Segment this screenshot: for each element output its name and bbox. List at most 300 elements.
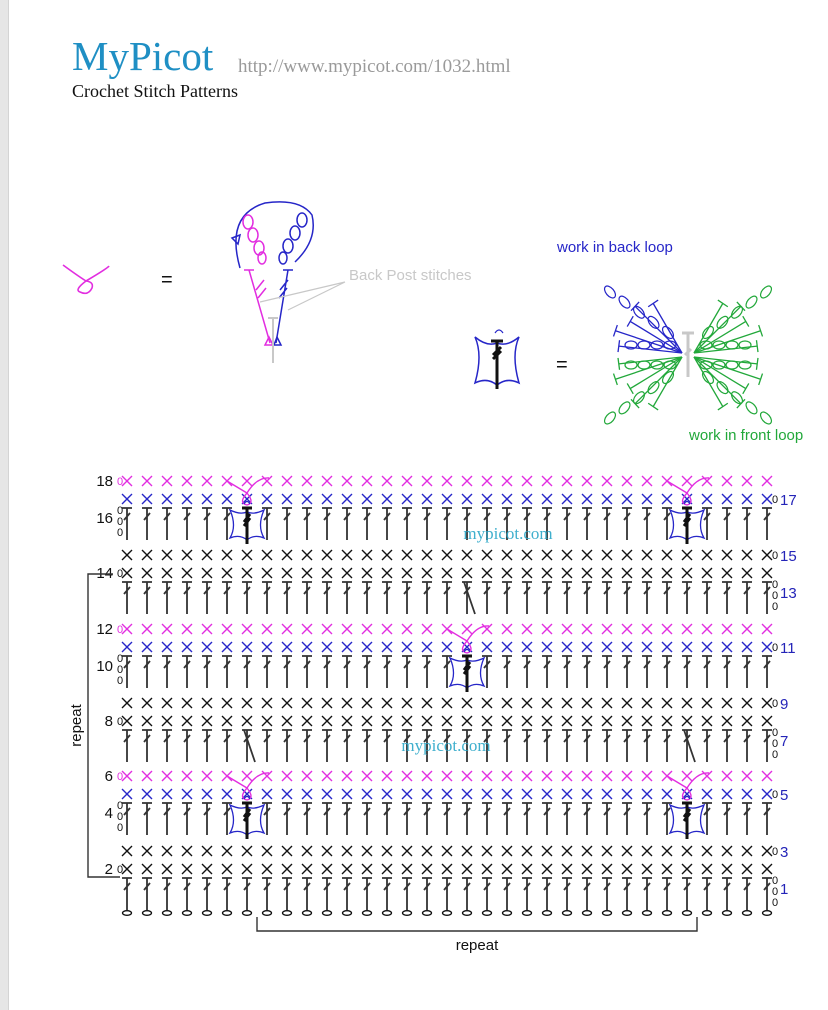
dc-stitch	[382, 730, 392, 762]
sc-stitch	[542, 864, 552, 874]
dc-stitch	[182, 656, 192, 688]
dc-stitch	[722, 803, 732, 835]
sc-stitch	[402, 550, 412, 560]
dc-stitch	[402, 582, 412, 614]
dc-stitch	[122, 656, 132, 688]
turning-chain: 0	[772, 698, 779, 710]
chain-stitch	[543, 911, 552, 916]
dc-stitch	[542, 656, 552, 688]
sc-stitch	[702, 846, 712, 856]
sc-stitch	[542, 494, 552, 504]
sc-stitch	[562, 476, 572, 486]
turning-chain: 0	[772, 886, 779, 898]
sc-stitch	[602, 568, 612, 578]
watermark: mypicot.com	[463, 524, 553, 543]
row-number: 8	[104, 713, 113, 730]
sc-stitch	[742, 568, 752, 578]
dc-stitch	[242, 582, 252, 614]
dc-stitch	[422, 582, 432, 614]
sc-stitch	[402, 789, 412, 799]
sc-stitch	[362, 550, 372, 560]
row-number: 1	[780, 881, 789, 898]
sc-stitch	[502, 476, 512, 486]
dc-stitch	[582, 656, 592, 688]
row-number: 15	[780, 548, 797, 565]
sc-stitch	[562, 698, 572, 708]
sc-stitch	[142, 550, 152, 560]
sc-stitch	[382, 476, 392, 486]
dc-stitch	[702, 582, 712, 614]
sc-stitch	[302, 846, 312, 856]
sc-stitch	[262, 494, 272, 504]
chain-stitch	[643, 911, 652, 916]
sc-stitch	[442, 771, 452, 781]
dc-stitch	[682, 878, 692, 910]
sc-stitch	[142, 846, 152, 856]
butterfly-cluster-icon	[475, 330, 519, 389]
dc-stitch	[542, 730, 552, 762]
back-post-callout: Back Post stitches	[349, 267, 472, 284]
turning-chain: 0	[117, 664, 124, 676]
sc-stitch	[382, 864, 392, 874]
sc-stitch	[642, 789, 652, 799]
sc-stitch	[462, 716, 472, 726]
brand-logo[interactable]: MyPicot	[72, 33, 214, 79]
dc-stitch	[422, 803, 432, 835]
wing-chain	[715, 380, 730, 396]
sc-stitch	[442, 476, 452, 486]
sc-stitch	[502, 494, 512, 504]
sc-stitch	[762, 864, 772, 874]
dc-stitch	[262, 582, 272, 614]
sc-stitch	[602, 624, 612, 634]
sc-stitch	[422, 698, 432, 708]
dc-stitch	[722, 508, 732, 540]
sc-stitch	[642, 642, 652, 652]
turning-chain: 0	[772, 749, 779, 761]
row-number: 18	[96, 473, 113, 490]
dc-stitch	[742, 803, 752, 835]
sc-stitch	[142, 771, 152, 781]
dc-stitch	[442, 582, 452, 614]
turning-chain: 0	[117, 800, 124, 812]
sc-stitch	[202, 789, 212, 799]
dc-stitch	[282, 582, 292, 614]
sc-stitch	[262, 716, 272, 726]
sc-stitch	[742, 771, 752, 781]
chain-stitch	[183, 911, 192, 916]
sc-stitch	[222, 864, 232, 874]
sc-stitch	[342, 624, 352, 634]
sc-stitch	[182, 716, 192, 726]
sc-stitch	[522, 494, 532, 504]
sc-stitch	[222, 550, 232, 560]
turning-chain: 0	[117, 516, 124, 528]
dc-stitch	[322, 730, 332, 762]
turning-chain: 0	[772, 738, 779, 750]
sc-stitch	[682, 698, 692, 708]
sc-stitch	[282, 864, 292, 874]
sc-stitch	[602, 846, 612, 856]
sc-stitch	[142, 698, 152, 708]
sc-stitch	[502, 864, 512, 874]
sc-stitch	[162, 568, 172, 578]
sc-stitch	[742, 550, 752, 560]
dc-stitch	[122, 803, 132, 835]
picot-loop-icon	[63, 265, 109, 293]
sc-stitch	[562, 789, 572, 799]
sc-stitch	[662, 864, 672, 874]
sc-stitch	[282, 642, 292, 652]
sc-stitch	[702, 789, 712, 799]
butterfly-hook	[684, 797, 690, 800]
sc-stitch	[442, 568, 452, 578]
sc-stitch	[242, 550, 252, 560]
row-number: 9	[780, 696, 789, 713]
dc-stitch	[622, 582, 632, 614]
sc-stitch	[442, 494, 452, 504]
dc-stitch	[182, 878, 192, 910]
sc-stitch	[662, 624, 672, 634]
legend-butterfly	[475, 239, 803, 444]
sc-stitch	[282, 494, 292, 504]
dc-stitch	[582, 508, 592, 540]
wing-stitch-top	[743, 383, 749, 393]
dc-stitch	[562, 582, 572, 614]
wing-chain	[729, 390, 744, 406]
sc-stitch	[682, 550, 692, 560]
sc-stitch	[762, 771, 772, 781]
dc-stitch	[142, 803, 152, 835]
dc-stitch	[562, 803, 572, 835]
sc-stitch	[242, 642, 252, 652]
wing-chain	[631, 304, 646, 320]
sc-stitch	[742, 698, 752, 708]
sc-stitch	[142, 568, 152, 578]
sc-stitch	[742, 476, 752, 486]
sc-stitch	[422, 494, 432, 504]
wing-stitch-top	[648, 403, 658, 410]
sc-stitch	[122, 494, 132, 504]
sc-stitch	[422, 550, 432, 560]
sc-stitch	[322, 864, 332, 874]
sc-stitch	[222, 698, 232, 708]
turning-chain: 0	[117, 771, 124, 783]
sc-stitch	[602, 642, 612, 652]
dc-stitch	[762, 730, 772, 762]
sc-stitch	[382, 550, 392, 560]
sc-stitch	[302, 716, 312, 726]
dc-stitch	[182, 803, 192, 835]
dc-stitch	[422, 508, 432, 540]
sc-stitch	[182, 789, 192, 799]
wing-stitch-top	[756, 358, 758, 370]
dc-stitch	[562, 878, 572, 910]
sc-stitch	[262, 846, 272, 856]
sc-stitch	[222, 716, 232, 726]
wing-stitch-top	[618, 358, 620, 370]
center-stitch	[682, 333, 694, 377]
sc-stitch	[402, 642, 412, 652]
sc-stitch	[302, 642, 312, 652]
sc-stitch	[722, 494, 732, 504]
sc-stitch	[282, 771, 292, 781]
sc-stitch	[522, 550, 532, 560]
sc-stitch	[622, 864, 632, 874]
sc-stitch	[422, 789, 432, 799]
turning-chain: 0	[772, 897, 779, 909]
sc-stitch	[342, 550, 352, 560]
wing-chain	[617, 294, 632, 310]
dc-stitch	[142, 656, 152, 688]
sc-stitch	[362, 642, 372, 652]
sc-stitch	[722, 568, 732, 578]
dc-stitch	[502, 803, 512, 835]
sc-stitch	[682, 642, 692, 652]
sc-stitch	[762, 476, 772, 486]
dc-stitch	[522, 730, 532, 762]
dc-stitch	[582, 803, 592, 835]
sc-stitch	[162, 476, 172, 486]
dc-stitch	[182, 730, 192, 762]
dc-stitch	[362, 878, 372, 910]
sc-stitch	[122, 550, 132, 560]
page-url[interactable]: http://www.mypicot.com/1032.html	[238, 56, 511, 77]
sc-stitch	[722, 789, 732, 799]
sc-stitch	[622, 789, 632, 799]
chain-stitch	[163, 911, 172, 916]
dc-stitch	[442, 878, 452, 910]
sc-stitch	[222, 494, 232, 504]
sc-stitch	[582, 550, 592, 560]
row-number: 12	[96, 621, 113, 638]
sc-stitch	[382, 789, 392, 799]
chain-stitch	[223, 911, 232, 916]
dc-stitch	[522, 878, 532, 910]
equals-sign-2: =	[556, 354, 568, 376]
sc-stitch	[542, 846, 552, 856]
sc-stitch	[642, 494, 652, 504]
sc-stitch	[622, 771, 632, 781]
dc-stitch	[302, 803, 312, 835]
butterfly-hook	[684, 502, 690, 505]
chain-stitch	[583, 911, 592, 916]
sc-stitch	[582, 624, 592, 634]
turning-chain: 0	[772, 846, 779, 858]
sc-stitch	[582, 864, 592, 874]
dc-stitch	[642, 656, 652, 688]
dc-stitch	[602, 730, 612, 762]
sc-stitch	[542, 642, 552, 652]
turning-chain: 0	[117, 811, 124, 823]
sc-stitch	[462, 568, 472, 578]
sc-stitch	[722, 698, 732, 708]
row-number: 2	[104, 861, 113, 878]
legend-picot	[63, 202, 472, 363]
sc-stitch	[402, 864, 412, 874]
dc-stitch	[222, 656, 232, 688]
sc-stitch	[562, 494, 572, 504]
dc-stitch	[122, 582, 132, 614]
chain-stitch	[383, 911, 392, 916]
sc-stitch	[542, 698, 552, 708]
dc-stitch	[362, 582, 372, 614]
sc-stitch	[662, 550, 672, 560]
sc-stitch	[182, 771, 192, 781]
sc-stitch	[382, 698, 392, 708]
sc-stitch	[402, 698, 412, 708]
sc-stitch	[682, 716, 692, 726]
sc-stitch	[682, 846, 692, 856]
sc-stitch	[142, 642, 152, 652]
sc-stitch	[302, 550, 312, 560]
chain-stitch	[523, 911, 532, 916]
sc-stitch	[182, 642, 192, 652]
sc-stitch	[322, 846, 332, 856]
dc-stitch	[622, 878, 632, 910]
sc-stitch	[162, 716, 172, 726]
sc-stitch	[302, 476, 312, 486]
dc-stitch	[402, 878, 412, 910]
wing-stitch-top	[718, 300, 728, 307]
dc-stitch	[642, 582, 652, 614]
sc-stitch	[662, 789, 672, 799]
sc-stitch	[402, 476, 412, 486]
sc-stitch	[302, 771, 312, 781]
dc-stitch	[422, 878, 432, 910]
sc-stitch	[282, 846, 292, 856]
sc-stitch	[442, 642, 452, 652]
dc-stitch	[722, 656, 732, 688]
sc-stitch	[662, 642, 672, 652]
sc-stitch	[742, 494, 752, 504]
sc-stitch	[582, 789, 592, 799]
wing-chain	[715, 314, 730, 330]
sc-stitch	[242, 568, 252, 578]
dc-stitch	[402, 508, 412, 540]
turning-chain: 0	[117, 476, 124, 488]
chain-stitch	[203, 911, 212, 916]
row-number: 14	[96, 565, 113, 582]
sc-stitch	[482, 864, 492, 874]
sc-stitch	[522, 846, 532, 856]
sc-stitch	[562, 846, 572, 856]
chain-stitch	[443, 911, 452, 916]
butterfly-hook	[244, 797, 250, 800]
sc-stitch	[642, 716, 652, 726]
dc-stitch	[222, 582, 232, 614]
dc-stitch	[542, 582, 552, 614]
sc-stitch	[122, 624, 132, 634]
sc-stitch	[762, 789, 772, 799]
sc-stitch	[702, 494, 712, 504]
dc-stitch	[562, 656, 572, 688]
sc-stitch	[582, 698, 592, 708]
sc-stitch	[282, 624, 292, 634]
sc-stitch	[402, 716, 412, 726]
dc-stitch	[542, 878, 552, 910]
sc-stitch	[282, 698, 292, 708]
chain-stitch	[603, 911, 612, 916]
dc-stitch	[742, 508, 752, 540]
sc-stitch	[582, 476, 592, 486]
butterfly-hook	[244, 502, 250, 505]
sc-stitch	[482, 698, 492, 708]
row-number: 16	[96, 510, 113, 527]
sc-stitch	[142, 476, 152, 486]
sc-stitch	[362, 476, 372, 486]
front-loop-label: work in front loop	[689, 427, 804, 444]
chain-stitch	[403, 911, 412, 916]
sc-stitch	[542, 716, 552, 726]
wing-stitch-top	[743, 316, 749, 326]
sc-stitch	[462, 550, 472, 560]
sc-stitch	[462, 864, 472, 874]
sc-stitch	[462, 476, 472, 486]
sc-stitch	[262, 550, 272, 560]
wing-chain	[631, 390, 646, 406]
sc-stitch	[482, 789, 492, 799]
sc-stitch	[422, 771, 432, 781]
turning-chain: 0	[772, 727, 779, 739]
sc-stitch	[582, 846, 592, 856]
sc-stitch	[722, 550, 732, 560]
sc-stitch	[502, 789, 512, 799]
sc-stitch	[642, 771, 652, 781]
sc-stitch	[262, 624, 272, 634]
sc-stitch	[522, 864, 532, 874]
sc-stitch	[442, 789, 452, 799]
dc-stitch	[162, 508, 172, 540]
sc-stitch	[242, 476, 252, 486]
sc-stitch	[202, 642, 212, 652]
chain-stitch	[483, 911, 492, 916]
sc-stitch	[742, 716, 752, 726]
sc-stitch	[562, 550, 572, 560]
sc-stitch	[602, 789, 612, 799]
sc-stitch	[142, 716, 152, 726]
sc-stitch	[442, 846, 452, 856]
wing-chain	[758, 410, 773, 426]
wing-stitch-top	[756, 340, 758, 352]
dc-stitch	[662, 582, 672, 614]
dc-stitch	[562, 730, 572, 762]
sc-stitch	[162, 771, 172, 781]
sc-stitch	[222, 642, 232, 652]
dc-stitch	[642, 803, 652, 835]
dc-stitch	[762, 803, 772, 835]
sc-stitch	[302, 698, 312, 708]
sc-stitch	[182, 476, 192, 486]
sc-stitch	[122, 846, 132, 856]
chain-stitch	[423, 911, 432, 916]
sc-stitch	[422, 846, 432, 856]
chain-stitch	[283, 911, 292, 916]
chain-stitch	[123, 911, 132, 916]
sc-stitch	[302, 864, 312, 874]
wing-chain	[758, 284, 773, 300]
wing-stitch-top	[627, 316, 633, 326]
wing-chain	[646, 380, 661, 396]
sc-stitch	[222, 789, 232, 799]
sc-stitch	[182, 550, 192, 560]
sc-stitch	[162, 550, 172, 560]
sc-stitch	[162, 789, 172, 799]
dc-stitch	[342, 508, 352, 540]
dc-stitch	[302, 730, 312, 762]
sc-stitch	[562, 624, 572, 634]
sc-stitch	[282, 789, 292, 799]
